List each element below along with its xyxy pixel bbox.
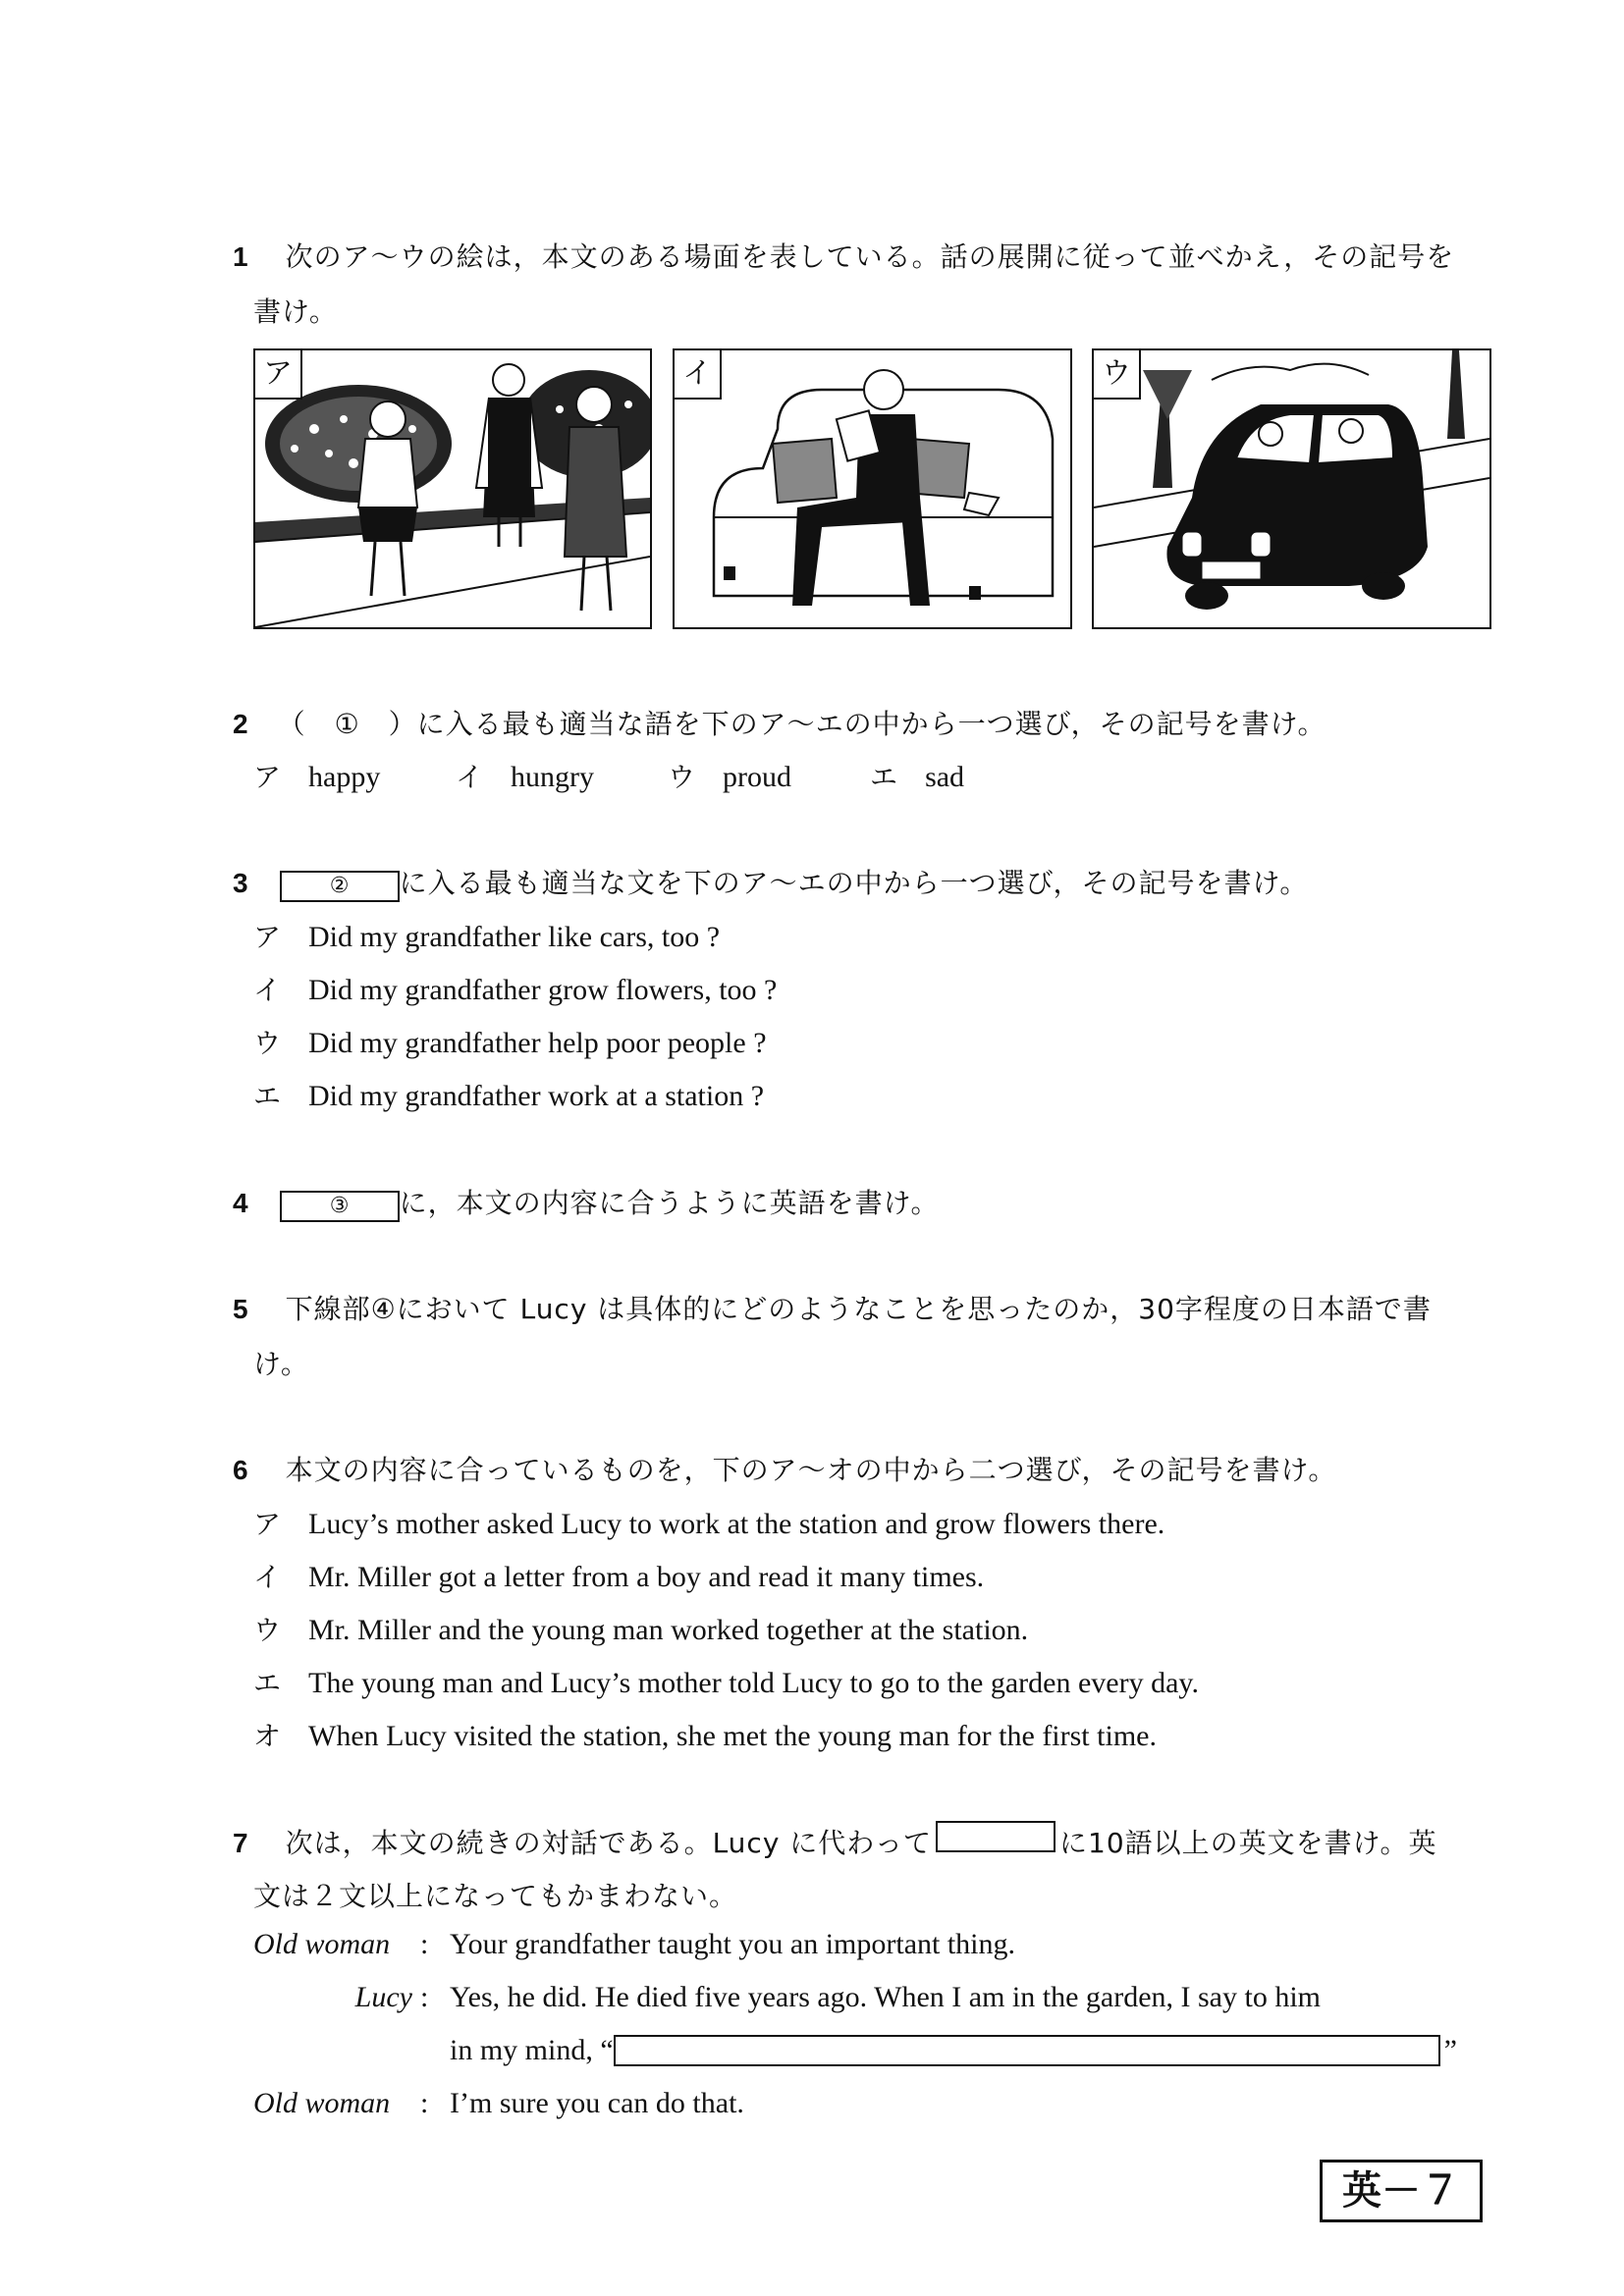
q6-option-text: The young man and Lucy’s mother told Lucy to go to the garden every day.	[308, 1667, 1199, 1699]
q6-option-text: Mr. Miller and the young man worked together at the station.	[308, 1614, 1029, 1646]
q2-option-mark: エ	[870, 761, 898, 793]
page-number-label: 英－７	[1320, 2160, 1483, 2222]
q6-option-mark: イ	[253, 1561, 282, 1593]
dialog-text: ”	[1443, 2034, 1457, 2066]
q7-text-cont: 文は２文以上になってもかまわない。	[253, 1880, 738, 1912]
q7-line2	[253, 1875, 737, 1914]
q3-option	[253, 969, 777, 1008]
q7-line1	[233, 1821, 1437, 1861]
q4-number: 4	[233, 1188, 248, 1218]
q4-text: に，本文の内容に合うように英語を書け。	[399, 1187, 940, 1219]
dialog-speaker: Lucy	[354, 1981, 412, 2013]
q6-number: 6	[233, 1455, 248, 1485]
q6-option	[253, 1556, 984, 1595]
q7-answer-blank	[936, 1821, 1056, 1852]
picture-panel-i	[673, 348, 1072, 629]
car-drive-scene-illustration	[1094, 350, 1489, 627]
q3-option-text: Did my grandfather like cars, too ?	[308, 921, 721, 953]
dialog-line	[253, 1928, 1015, 1961]
q3-number: 3	[233, 868, 248, 898]
q5-text-cont: け。	[253, 1348, 309, 1380]
dialog-colon: :	[420, 1981, 429, 2013]
q2-option-mark: ウ	[668, 761, 696, 793]
q1-line2	[253, 291, 338, 330]
dialog-line	[253, 2087, 744, 2120]
dialog-text: Yes, he did. He died five years ago. When I am in the garden, I say to him	[450, 1981, 1322, 2013]
q3-option-mark: エ	[253, 1080, 282, 1112]
dialog-line	[253, 1981, 1321, 2014]
q3-answer-blank: ②	[280, 871, 400, 902]
q7-number: 7	[233, 1828, 248, 1858]
q2-option-mark: イ	[456, 761, 484, 793]
dialog-text: I’m sure you can do that.	[450, 2087, 744, 2119]
q1-line1	[233, 236, 1454, 275]
q1-text-cont: 書け。	[253, 295, 338, 328]
panel-label-a: ア	[255, 350, 302, 400]
q2-option-text: sad	[925, 761, 965, 793]
q6-line	[233, 1449, 1336, 1488]
q2-option-text: hungry	[511, 761, 595, 793]
q3-option-text: Did my grandfather help poor people ?	[308, 1027, 767, 1059]
q7-answer-box[interactable]	[614, 2035, 1440, 2066]
q6-option-text: When Lucy visited the station, she met the young man for the first time.	[308, 1720, 1157, 1752]
q5-line1	[233, 1288, 1432, 1327]
q2-option-text: happy	[308, 761, 381, 793]
q6-option-mark: エ	[253, 1667, 282, 1699]
q5-text: 下線部④において Lucy は具体的にどのようなことを思ったのか，30字程度の日本語で書	[285, 1293, 1432, 1325]
q3-option	[253, 916, 720, 955]
q4-answer-blank: ③	[280, 1191, 400, 1222]
q1-text: 次のア～ウの絵は，本文のある場面を表している。話の展開に従って並べかえ，その記号を	[285, 240, 1455, 273]
panel-label-i: イ	[675, 350, 722, 400]
q3-option-mark: イ	[253, 974, 282, 1006]
q7-text-end: に10語以上の英文を書け。英	[1059, 1827, 1437, 1859]
dialog-speaker: Old woman	[253, 1928, 391, 1960]
q6-option	[253, 1609, 1028, 1648]
dialog-line-cont	[450, 2034, 1457, 2067]
q6-option-text: Lucy’s mother asked Lucy to work at the station and grow flowers there.	[308, 1508, 1165, 1540]
q7-text: 次は，本文の続きの対話である。Lucy に代わって	[285, 1827, 933, 1859]
q2-line	[233, 703, 1326, 742]
q3-option	[253, 1022, 767, 1061]
dialog-text: Your grandfather taught you an important thing.	[450, 1928, 1016, 1960]
q6-option-text: Mr. Miller got a letter from a boy and read it many times.	[308, 1561, 985, 1593]
q6-text: 本文の内容に合っているものを，下のア～オの中から二つ選び，その記号を書け。	[285, 1454, 1337, 1486]
q1-number: 1	[233, 241, 248, 272]
q6-option-mark: ウ	[253, 1614, 282, 1646]
dialog-colon: :	[420, 2087, 429, 2119]
dialog-colon: :	[420, 1928, 429, 1960]
q5-number: 5	[233, 1294, 248, 1324]
q6-option-mark: ア	[253, 1508, 282, 1540]
q2-options	[253, 756, 964, 795]
q4-line	[233, 1182, 939, 1222]
q6-option	[253, 1503, 1164, 1542]
q3-option-mark: ウ	[253, 1027, 282, 1059]
dialog-speaker: Old woman	[253, 2087, 391, 2119]
q2-option-text: proud	[723, 761, 792, 793]
q3-option-mark: ア	[253, 921, 282, 953]
q6-option	[253, 1715, 1157, 1754]
q2-number: 2	[233, 709, 248, 739]
q3-option	[253, 1075, 764, 1114]
q2-text: （ ① ）に入る最も適当な語を下のア～エの中から一つ選び，その記号を書け。	[277, 708, 1326, 740]
q2-option-mark: ア	[253, 761, 282, 793]
q3-option-text: Did my grandfather grow flowers, too ?	[308, 974, 778, 1006]
panel-label-u: ウ	[1094, 350, 1141, 400]
q3-text: に入る最も適当な文を下のア～エの中から一つ選び，その記号を書け。	[399, 867, 1309, 899]
picture-panel-a	[253, 348, 652, 629]
garden-scene-illustration	[255, 350, 650, 627]
picture-panel-u	[1092, 348, 1491, 629]
q3-line	[233, 862, 1308, 902]
q3-option-text: Did my grandfather work at a station ?	[308, 1080, 765, 1112]
q5-line2	[253, 1343, 309, 1382]
q6-option-mark: オ	[253, 1720, 282, 1752]
q6-option	[253, 1662, 1199, 1701]
dialog-text: in my mind, “	[450, 2034, 614, 2066]
sofa-letter-scene-illustration	[675, 350, 1070, 627]
